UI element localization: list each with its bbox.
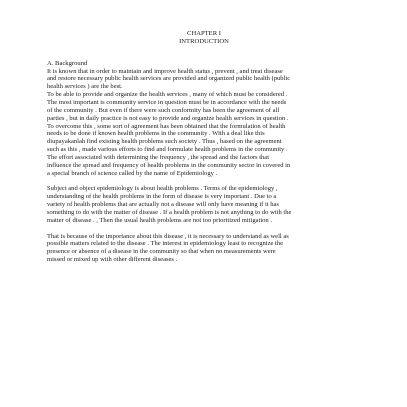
paragraph-line: That is because of the importance about this disease , it is necessary to understand as well as bbox=[47, 232, 289, 240]
paragraph-3 bbox=[47, 233, 361, 264]
chapter-number: CHAPTER I bbox=[187, 30, 221, 37]
paragraph-line: something to do with the matter of disease . If a health problem is not anything to do with the bbox=[47, 208, 292, 216]
paragraph-line: such as this , made various efforts to find and formulate health problems in the community . bbox=[47, 146, 288, 154]
paragraph-line: understanding of the health problems in the form of disease is very important . Due to a bbox=[47, 193, 277, 201]
section-title: A. Background bbox=[47, 60, 88, 67]
paragraph-line: diupayakanlah find existing health problems such society . Thus , based on the agreement bbox=[47, 138, 282, 146]
paragraph-line: influence the spread and frequency of health problems in the community sector in covered in bbox=[47, 161, 291, 169]
paragraph-line: presence or absence of a disease in the community so that when no measurements were bbox=[47, 248, 276, 256]
paragraph-line: and restore necessary public health services are provided and organized public health (public bbox=[47, 75, 291, 83]
paragraph-line: of the community . But even if there were such conformity has been the agreement of all bbox=[47, 106, 280, 114]
paragraph-line: The effort associated with determining the frequency , the spread and the factors that bbox=[47, 153, 270, 161]
paragraph-line: matter of disease . , Then the usual health problems are not too prioritized mitigation . bbox=[47, 216, 272, 224]
chapter-title: INTRODUCTION bbox=[179, 38, 229, 45]
paragraph-1 bbox=[47, 68, 361, 178]
paragraph-line: It is known that in order to maintain and improve health status , prevent , and treat disease bbox=[47, 67, 283, 75]
paragraph-2 bbox=[47, 185, 361, 224]
paragraph-line: To overcome this , some sort of agreement has been obtained that the formulation of health bbox=[47, 122, 286, 130]
paragraph-line: To be able to provide and organize the health services , many of which must be considered . bbox=[47, 91, 288, 99]
paragraph-line: a special branch of science called by the name of Epidemiology . bbox=[47, 169, 218, 177]
paragraph-line: health services ) are the best. bbox=[47, 83, 123, 91]
paragraph-line: possible matters related to the disease . The interest in epidemiology least to recognize the bbox=[47, 240, 284, 248]
paragraph-line: variety of health problems that are actually not a disease will only have meaning if it has bbox=[47, 201, 279, 209]
paragraph-line: missed or mixed up with other different diseases . bbox=[47, 256, 178, 264]
paragraph-line: Subject and object epidemiology is about health problems . Terms of the epidemiology , bbox=[47, 185, 278, 193]
paragraph-line: needs to be done if known health problems in the community . With a deal like this bbox=[47, 130, 265, 138]
chapter-heading bbox=[47, 30, 361, 46]
paragraph-line: The most important is community service in question must be in accordance with the needs bbox=[47, 98, 287, 106]
paragraph-line: parties , but in daily practice is not easy to provide and organize health services in question . bbox=[47, 114, 289, 122]
